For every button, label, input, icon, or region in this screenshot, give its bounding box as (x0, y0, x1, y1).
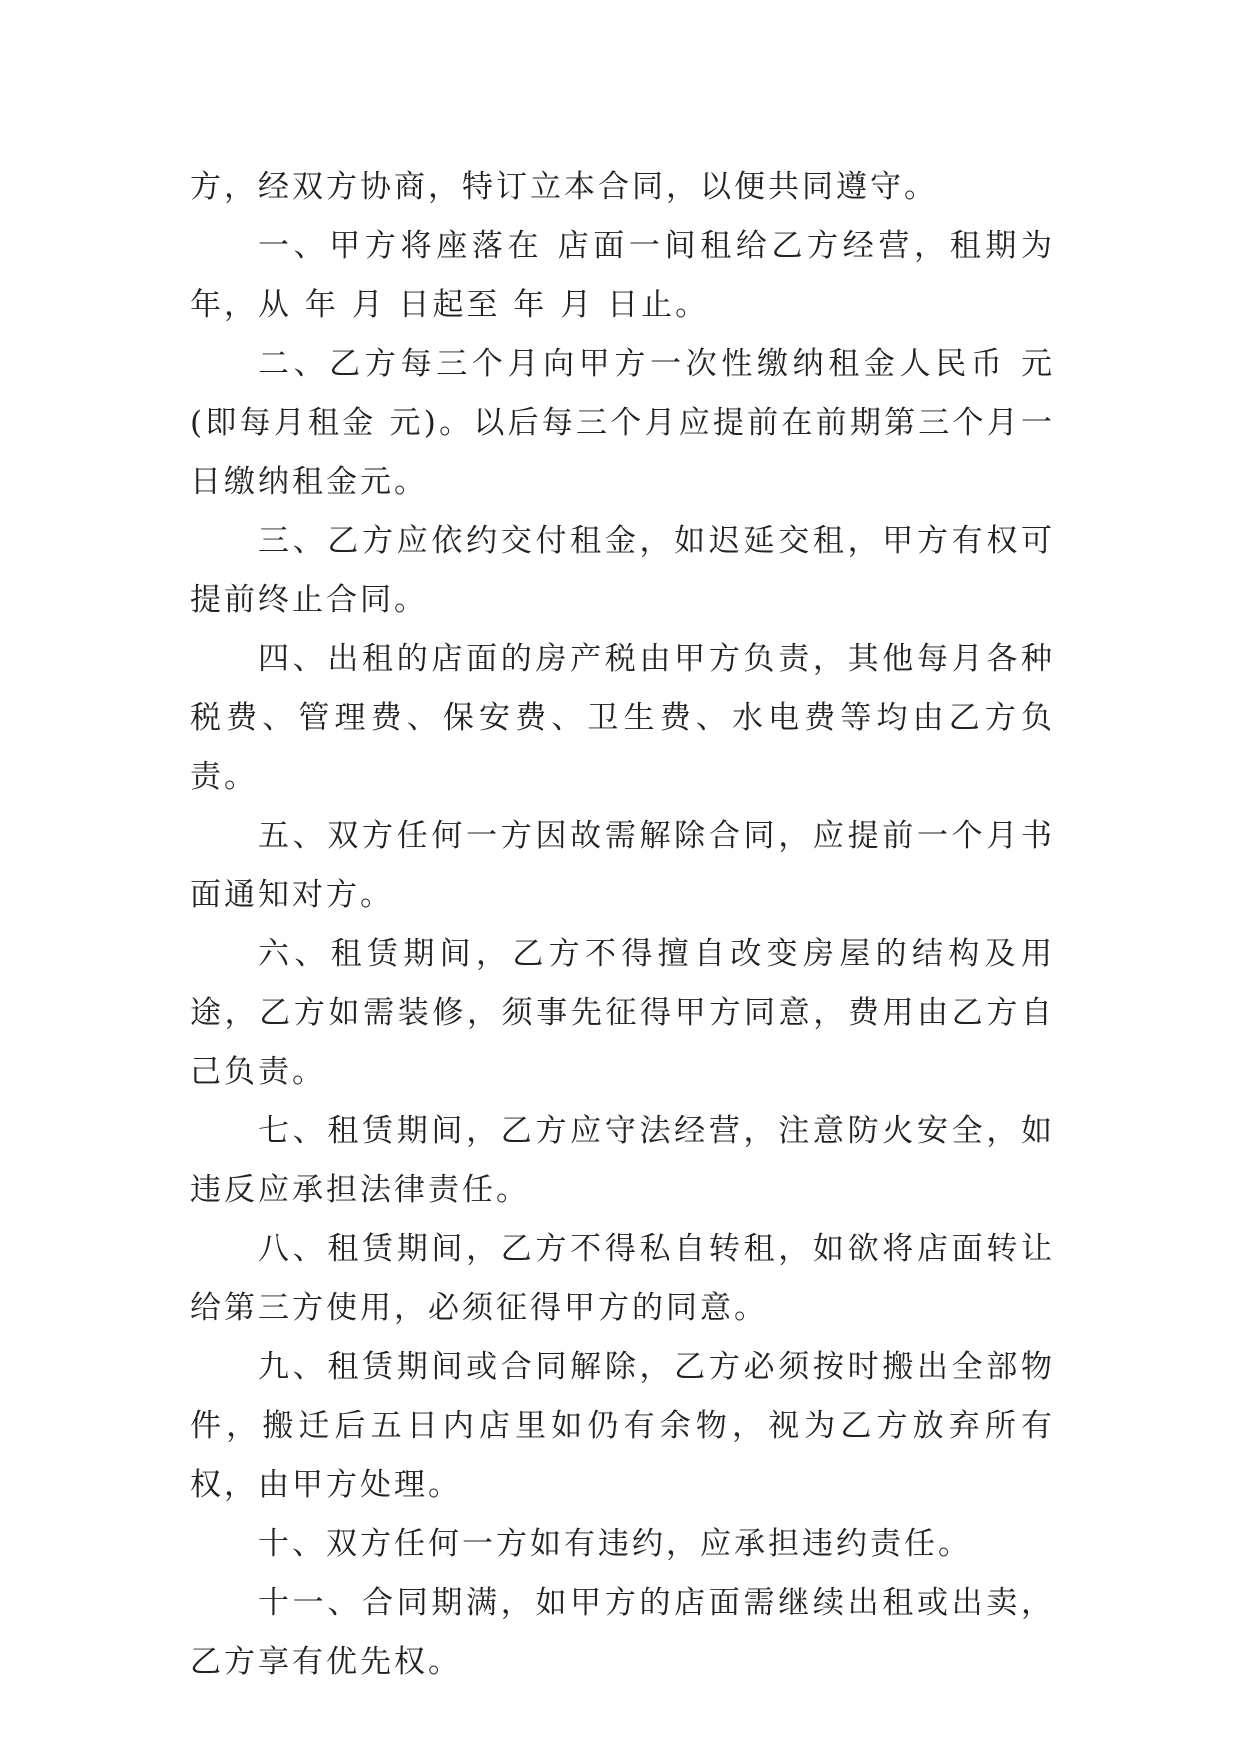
document-body (190, 158, 1055, 1692)
clause-1-paragraph: 一、甲方将座落在 店面一间租给乙方经营，租期为 年，从 年 月 日起至 年 月 日止。 (190, 228, 1055, 323)
clause-3-paragraph: 三、乙方应依约交付租金，如迟延交租，甲方有权可提前终止合同。 (190, 523, 1055, 618)
paragraph-continuation: 方，经双方协商，特订立本合同，以便共同遵守。 (190, 169, 938, 205)
clause-4-paragraph: 四、出租的店面的房产税由甲方负责，其他每月各种税费、管理费、保安费、卫生费、水电费等均由乙方负责。 (190, 641, 1055, 795)
clause-10-paragraph: 十、双方任何一方如有违约，应承担违约责任。 (258, 1526, 972, 1562)
clause-8-paragraph: 八、租赁期间，乙方不得私自转租，如欲将店面转让给第三方使用，必须征得甲方的同意。 (190, 1231, 1055, 1326)
clause-2-paragraph: 二、乙方每三个月向甲方一次性缴纳租金人民币 元(即每月租金 元)。以后每三个月应提前在前期第三个月一日缴纳租金元。 (190, 346, 1055, 500)
clause-7-paragraph: 七、租赁期间，乙方应守法经营，注意防火安全，如违反应承担法律责任。 (190, 1113, 1055, 1208)
clause-11-paragraph: 十一、合同期满，如甲方的店面需继续出租或出卖，乙方享有优先权。 (190, 1585, 1055, 1680)
clause-6-paragraph: 六、租赁期间，乙方不得擅自改变房屋的结构及用途，乙方如需装修，须事先征得甲方同意，费用由乙方自己负责。 (190, 936, 1055, 1090)
clause-9-paragraph: 九、租赁期间或合同解除，乙方必须按时搬出全部物件，搬迁后五日内店里如仍有余物，视为乙方放弃所有权，由甲方处理。 (190, 1349, 1055, 1503)
clause-5-paragraph: 五、双方任何一方因故需解除合同，应提前一个月书面通知对方。 (190, 818, 1055, 913)
